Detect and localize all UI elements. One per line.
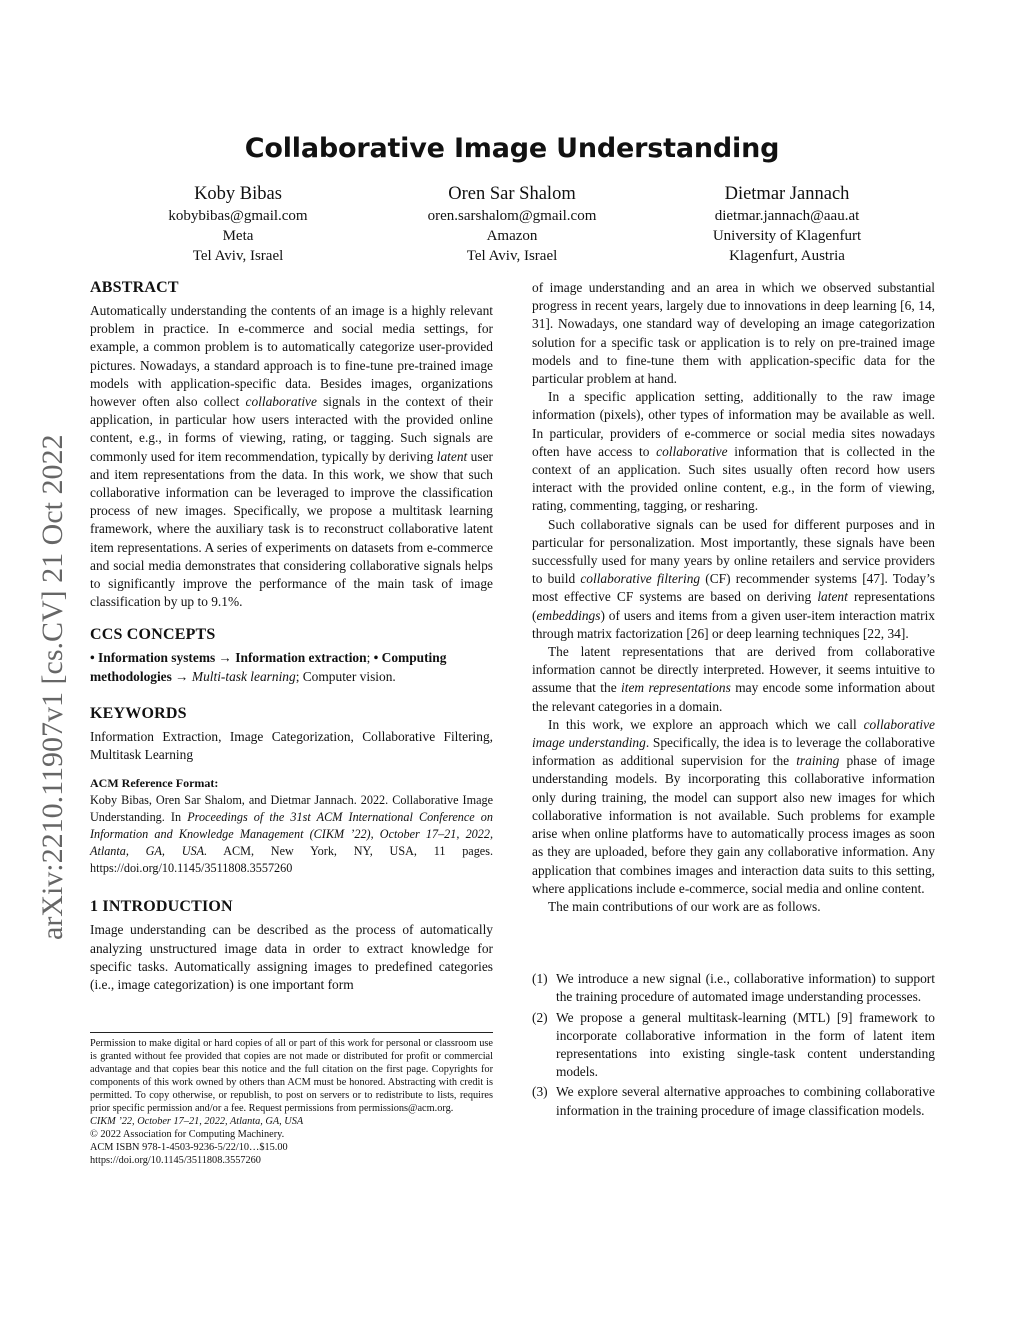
intro-paragraph-6: The main contributions of our work are as follows. <box>548 898 821 914</box>
doi-link[interactable]: https://doi.org/10.1145/3511808.3557260 <box>90 1155 261 1166</box>
acm-reference-text: Koby Bibas, Oren Sar Shalom, and Dietmar Jannach. 2022. Collaborative Image Understanding. In Proceedings of the 31st ACM International Conference on Information and Knowledge Management (CIKM ’22), October 17–21, 2022, Atlanta, GA, USA. ACM, New York, NY, USA, 11 pages. https://doi.org/10.1145/3511808.3557260 <box>90 793 493 876</box>
intro-paragraph-3: Such collaborative signals can be used for different purposes and in particular for personalization. Most importantly, these signals have been successfully used for many years by online retailers and service providers to build collaborative filtering (CF) recommender systems [47]. Today’s most effective CF systems are based on deriving latent representations (embeddings) of users and items from a given user-item interaction matrix through matrix factorization [26] or deep learning techniques [22, 34]. <box>532 516 936 641</box>
author-email: kobybibas@gmail.com <box>168 208 308 224</box>
list-item <box>532 1009 935 1082</box>
keywords-heading: KEYWORDS <box>90 704 187 722</box>
permission-notice: Permission to make digital or hard copies of all or part of this work for personal or classroom use is granted without fee provided that copies are not made or distributed for profit or commercial advantage and that copies bear this notice and the full citation on the first page. Copyrights for components of this work owned by others than ACM must be honored. Abstracting with credit is permitted. To copy otherwise, or republish, to post on servers or to redistribute to lists, requires prior specific permission and/or a fee. Request permissions from permissions@acm.org. <box>90 1038 493 1114</box>
left-column <box>90 278 493 994</box>
introduction-heading: 1 INTRODUCTION <box>90 898 233 916</box>
paper-title: Collaborative Image Understanding <box>244 133 780 164</box>
right-column <box>532 279 935 1122</box>
author-block-1 <box>88 182 388 266</box>
copyright-footnote <box>90 1032 493 1167</box>
author-block-2 <box>362 182 662 266</box>
list-text: We introduce a new signal (i.e., collaborative information) to support the training procedure of automated image understanding processes. <box>556 971 935 1005</box>
copyright-line: © 2022 Association for Computing Machinery. <box>90 1129 285 1140</box>
isbn-line: ACM ISBN 978-1-4503-9236-5/22/10…$15.00 <box>90 1142 288 1153</box>
arxiv-stamp <box>28 350 78 940</box>
intro-paragraph-5: In this work, we explore an approach which we call collaborative image understanding. Specifically, the idea is to leverage the collaborative information as additional supervision for the training phase of image understanding models. By incorporating this collaborative information only during training, the model can support also new images for which collaborative information is not available. Such problems for example arise when online platforms have to automatically process images as soon as they are uploaded, before they gain any collaborative information. Any application that combines images and interaction data suits to this setting, where applications include e-commerce, social media and online content. <box>532 716 935 896</box>
list-text: We explore several alternative approaches to combining collaborative information in the training procedure of image classification models. <box>556 1084 935 1118</box>
author-location: Tel Aviv, Israel <box>192 248 284 264</box>
author-org: University of Klagenfurt <box>712 228 862 244</box>
keywords-text: Information Extraction, Image Categorization, Collaborative Filtering, Multitask Learning <box>90 728 493 763</box>
author-location: Tel Aviv, Israel <box>466 248 558 264</box>
list-item <box>532 970 935 1006</box>
author-org: Amazon <box>486 228 538 244</box>
author-location: Klagenfurt, Austria <box>729 248 845 264</box>
intro-paragraph-1: Image understanding can be described as the process of automatically analyzing unstructured image data in order to extract knowledge for specific tasks. Automatically assigning images to predefined categories (i.e., image categorization) is one important form <box>90 922 493 993</box>
intro-paragraph-1-continued: of image understanding and an area in which we observed substantial progress in recent years, largely due to innovations in deep learning [6, 14, 31]. Nowadays, one standard way of developing an image categorization solution for a specific task or application is to rely on pre-trained image models and to fine-tune them with application-specific data for the particular problem at hand. <box>532 280 935 387</box>
intro-paragraph-4: The latent representations that are derived from collaborative information cannot be directly interpreted. However, it seems intuitive to assume that the item representations may encode some information about the relevant categories in a domain. <box>532 644 935 714</box>
author-block-3 <box>637 182 937 266</box>
contributions-list <box>532 970 935 1120</box>
author-name: Dietmar Jannach <box>724 184 850 204</box>
intro-paragraph-2: In a specific application setting, additionally to the raw image information (pixels), other types of information may be available as well. In particular, providers of e-commerce or social media sites nowadays often have access to collaborative information that is collected in the context of an application. Such sites usually often record how users interact with the provided online content, e.g., in the form of viewing, rating, commenting, tagging, or resharing. <box>532 389 936 514</box>
conference-line: CIKM ’22, October 17–21, 2022, Atlanta, GA, USA <box>90 1116 304 1127</box>
ccs-text: • Information systems → Information extraction; • Computing methodologies → Multi-task learning; Computer vision. <box>90 650 447 684</box>
list-text: We propose a general multitask-learning (MTL) [9] framework to incorporate collaborative information in the form of latent item representations into existing single-task content understanding models. <box>556 1009 935 1080</box>
acm-reference-heading: ACM Reference Format: <box>90 776 219 791</box>
list-number: (1) <box>532 971 548 987</box>
list-number: (2) <box>532 1009 548 1025</box>
list-item <box>532 1083 935 1119</box>
ccs-heading: CCS CONCEPTS <box>90 626 216 644</box>
author-email: oren.sarshalom@gmail.com <box>427 208 597 224</box>
abstract-heading: ABSTRACT <box>90 279 179 296</box>
arxiv-stamp-text: arXiv:2210.11907v1 [cs.CV] 21 Oct 2022 <box>36 434 69 940</box>
author-name: Koby Bibas <box>194 184 282 204</box>
author-org: Meta <box>222 228 254 244</box>
author-email: dietmar.jannach@aau.at <box>714 208 860 224</box>
author-name: Oren Sar Shalom <box>448 184 576 204</box>
list-number: (3) <box>532 1084 548 1100</box>
abstract-text: Automatically understanding the contents of an image is a highly relevant problem in practice. In e-commerce and social media settings, for example, a common problem is to automatically categorize user-provided pictures. Nowadays, a standard approach is to fine-tune pre-trained image models with application-specific data. Besides images, organizations however often also collect collaborative signals in the context of their application, in particular how users interacted with the provided online content, e.g., in forms of viewing, rating, or tagging. Such signals are commonly used for item recommendation, typically by deriving latent user and item representations from the data. In this work, we show that such collaborative information can be leveraged to improve the classification process of new images. Specifically, we propose a multitask learning framework, where the auxiliary task is to reconstruct collaborative latent item representations. A series of experiments on datasets from e-commerce and social media demonstrates that considering collaborative signals helps to significantly improve the performance of the main task of image classification by up to 9.1%. <box>90 303 493 610</box>
